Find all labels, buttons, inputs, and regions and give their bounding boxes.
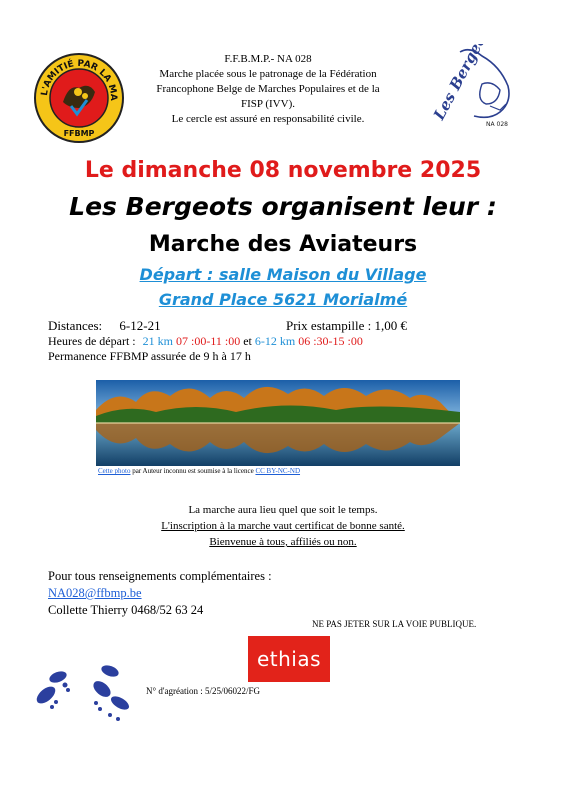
hours-row [48,334,363,349]
ffbmp-logo [33,52,125,144]
logo-bottom-text: FFBMP [63,129,95,138]
header-line-5: Le cercle est assuré en responsabilité civile. [171,113,365,125]
contact-person: Collette Thierry 0468/52 63 24 [48,603,204,617]
bergeots-logo-graphic [420,44,520,136]
header-line-2: Marche placée sous le patronage de la Fédération [159,68,377,80]
ethias-text: ethias [256,647,322,671]
photo-caption-text: par Auteur inconnu est soumise à la licence [132,467,254,475]
agreement-number: N° d'agréation : 5/25/06022/FG [146,686,260,696]
km21: 21 km [142,334,173,348]
distances-label: Distances: [48,318,103,333]
photo-link[interactable]: Cette photo [98,467,131,475]
landscape-photo-graphic [96,380,460,466]
bergeots-logo [420,44,520,136]
landscape-photo [96,380,460,466]
km612: 6-12 km [254,334,296,348]
ethias-logo [248,636,330,682]
note-health: L'inscription à la marche vaut certificat de bonne santé. [161,520,405,532]
no-litter-notice: NE PAS JETER SUR LA VOIE PUBLIQUE. [312,619,477,629]
departure-line-1[interactable]: Départ : salle Maison du Village [139,265,427,284]
organizer-title: Les Bergeots organisent leur : [69,192,497,221]
logo-top-text: L'AMITIÉ PAR LA MA [40,58,119,101]
departure-line-2[interactable]: Grand Place 5621 Morialmé [158,290,408,309]
ffbmp-logo-graphic [33,52,125,144]
hours-label: Heures de départ : [48,334,136,348]
license-link[interactable]: CC BY-NC-ND [255,467,301,475]
bergeots-script: Les Bergeots [429,44,498,123]
distances-row [48,318,161,333]
event-date: Le dimanche 08 novembre 2025 [84,158,482,183]
price: Prix estampille : 1,00 € [286,318,407,333]
hours612: 06 :30-15 :00 [298,334,363,348]
event-title: Marche des Aviateurs [148,232,418,257]
note-weather: La marche aura lieu quel que soit le temps. [188,504,378,516]
note-welcome: Bienvenue à tous, affiliés ou non. [209,536,357,548]
footprints-icon [32,655,132,730]
footprints-graphic [32,655,132,730]
header-line-1: F.F.B.M.P.- NA 028 [224,53,312,65]
contact-email[interactable]: NA028@ffbmp.be [48,586,142,600]
header-line-4: FISP (IVV). [241,98,295,110]
permanence: Permanence FFBMP assurée de 9 h à 17 h [48,349,251,363]
contact-intro: Pour tous renseignements complémentaires : [48,569,272,583]
hours21: 07 :00-11 :00 [175,334,241,348]
hours-and: et [243,334,252,348]
distances-value: 6-12-21 [119,318,161,333]
header-line-3: Francophone Belge de Marches Populaires et de la [156,83,380,95]
federation-header [128,52,408,127]
bergeots-code: NA 028 [486,121,508,128]
photo-caption [98,467,300,475]
